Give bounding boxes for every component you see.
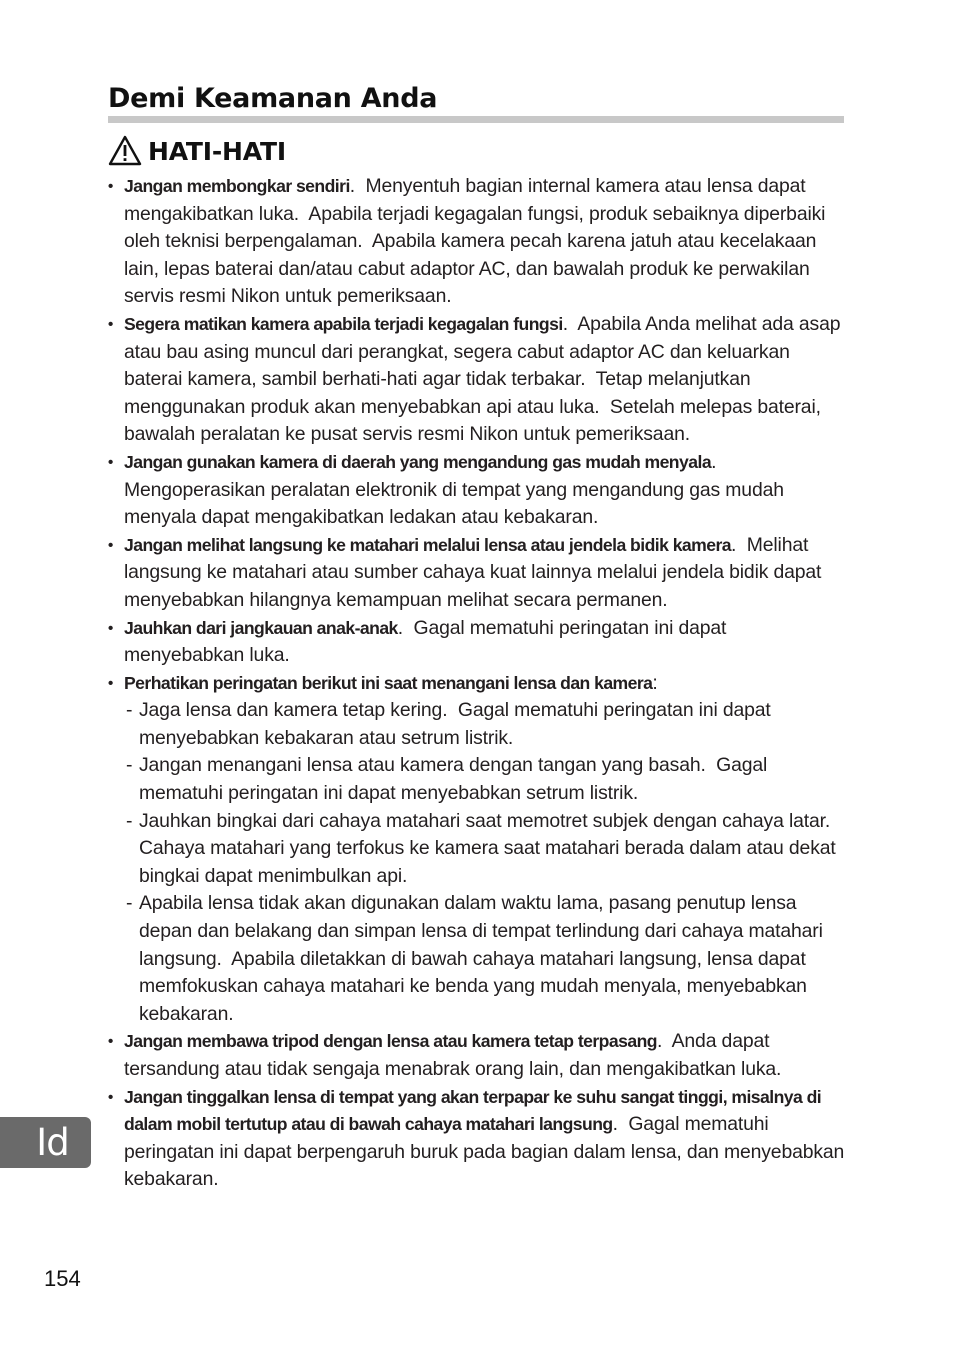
language-tab-label: Id (36, 1121, 69, 1164)
item-body: Mengoperasikan peralatan elektronik di tempat yang mengandung gas mudah menyala dapat mengakibatkan ledakan atau kebakaran. (124, 450, 790, 529)
list-item-text (124, 670, 846, 698)
sub-list-item-text: Jauhkan bingkai dari cahaya matahari saat memotret subjek dengan cahaya latar. Cahaya matahari yang terfokus ke kamera saat matahari berada dalam atau dekat bingkai dapat menimbulkan api. (139, 809, 841, 887)
sub-list-item (108, 697, 846, 752)
list-item (108, 615, 846, 670)
page-number: 154 (44, 1266, 81, 1291)
title-underline (108, 116, 844, 123)
language-tab (0, 1117, 91, 1168)
bullet-icon: • (108, 178, 114, 195)
dash-icon: - (126, 699, 133, 722)
sub-list-item-text: Apabila lensa tidak akan digunakan dalam waktu lama, pasang penutup lensa depan dan belakang dan simpan lensa di tempat terlindung dari cahaya matahari langsung. Apabila diletakkan di bawah cahaya matahari langsung, lensa dapat memfokuskan cahaya matahari ke benda yang mudah menyala, menyebabkan kebakaran. (139, 892, 828, 1025)
list-item-text (124, 1084, 850, 1194)
item-lead-punctuation: . (562, 312, 568, 335)
caution-heading (108, 133, 286, 169)
safety-content (108, 173, 850, 1194)
sub-list-item (108, 752, 846, 807)
item-lead: Jangan melihat langsung ke matahari melalui lensa atau jendela bidik kamera (124, 534, 732, 555)
bullet-icon: • (108, 453, 114, 471)
bullet-icon: • (108, 674, 114, 692)
list-item-text (124, 449, 846, 532)
list-item (108, 1084, 850, 1194)
item-body: Gagal mematuhi peringatan ini dapat menyebabkan luka. (124, 616, 732, 667)
item-lead: Segera matikan kamera apabila terjadi kegagalan fungsi (124, 313, 563, 334)
bullet-icon: • (108, 315, 114, 333)
sub-list-item (108, 890, 846, 1028)
item-lead-punctuation: : (652, 671, 658, 694)
item-lead: Jangan membongkar sendiri (124, 176, 350, 196)
item-body: Melihat langsung ke matahari atau sumber cahaya kuat lainnya melalui jendela bidik dapat menyebabkan hilangnya kemampuan melihat secara permanen. (124, 533, 827, 611)
item-lead-punctuation: . (656, 1030, 663, 1053)
list-item (108, 449, 846, 532)
list-item (108, 670, 846, 1029)
item-lead-punctuation: . (397, 616, 404, 639)
sub-list-item (108, 808, 846, 891)
item-lead: Jangan tinggalkan lensa di tempat yang akan terpapar ke suhu sangat tinggi, misalnya di dalam mobil tertutup atau di bawah cahaya matahari langsung (124, 1086, 822, 1135)
bullet-icon: • (108, 1033, 114, 1051)
item-lead-punctuation: . (349, 175, 356, 197)
item-lead: Jangan gunakan kamera di daerah yang mengandung gas mudah menyala (124, 451, 712, 472)
item-lead-punctuation: . (612, 1113, 618, 1136)
list-item-text (124, 311, 846, 449)
dash-icon: - (126, 754, 133, 777)
list-item-text (124, 173, 846, 311)
bullet-icon: • (108, 536, 114, 554)
item-lead: Jauhkan dari jangkauan anak-anak (124, 617, 398, 638)
caution-label: HATI-HATI (148, 136, 286, 166)
sub-list-item-text: Jangan menangani lensa atau kamera dengan tangan yang basah. Gagal mematuhi peringatan ini dapat menyebabkan setrum listrik. (139, 754, 773, 805)
sub-list-item-text: Jaga lensa dan kamera tetap kering. Gagal mematuhi peringatan ini dapat menyebabkan kebakaran atau setrum listrik. (139, 699, 776, 749)
item-body: Menyentuh bagian internal kamera atau lensa dapat mengakibatkan luka. Apabila terjadi kegagalan fungsi, produk sebaiknya diperbaiki oleh teknisi berpengalaman. Apabila kamera pecah karena jatuh atau kecelakaan lain, lepas baterai dan/atau cabut adaptor AC, dan bawalah produk ke perwakilan servis resmi Nikon untuk pemeriksaan. (124, 175, 831, 308)
item-lead: Perhatikan peringatan berikut ini saat menangani lensa dan kamera (124, 672, 653, 693)
list-item (108, 311, 846, 449)
bullet-icon: • (108, 619, 114, 637)
item-lead-punctuation: . (731, 533, 737, 556)
page-title: Demi Keamanan Anda (108, 83, 438, 114)
dash-icon: - (126, 892, 133, 915)
item-lead: Jangan membawa tripod dengan lensa atau kamera tetap terpasang (124, 1031, 657, 1052)
list-item-text (124, 532, 846, 615)
item-lead-punctuation: . (711, 450, 717, 473)
list-item (108, 173, 846, 311)
warning-triangle-icon (108, 135, 142, 167)
item-body: Anda dapat tersandung atau tidak sengaja menabrak orang lain, dan mengakibatkan luka. (124, 1030, 782, 1080)
item-body: Apabila Anda melihat ada asap atau bau asing muncul dari perangkat, segera cabut adaptor AC dan keluarkan baterai kamera, sambil berhati-hati agar tidak terbakar. Tetap melanjutkan menggunakan produk akan menyebabkan api atau luka. Setelah melepas baterai, bawalah peralatan ke pusat servis resmi Nikon untuk pemeriksaan. (124, 312, 846, 446)
bullet-icon: • (108, 1088, 114, 1106)
dash-icon: - (126, 809, 133, 832)
list-item (108, 532, 846, 615)
safety-list (108, 173, 850, 1194)
list-item-text (124, 1028, 846, 1083)
list-item-text (124, 615, 846, 670)
item-body: Gagal mematuhi peringatan ini dapat berpengaruh buruk pada bagian dalam lensa, dan menyebabkan kebakaran. (124, 1113, 850, 1191)
list-item (108, 1028, 846, 1083)
